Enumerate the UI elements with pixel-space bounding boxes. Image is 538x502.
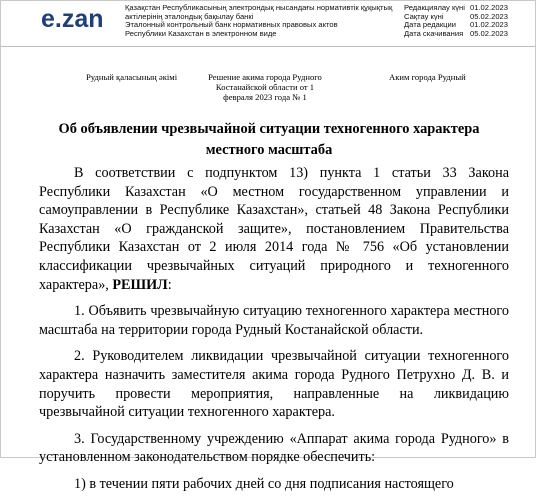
resolved-word: РЕШИЛ xyxy=(112,276,168,293)
date-value: 05.02.2023 xyxy=(470,28,509,38)
decision-line: Костанайской области от 1 xyxy=(215,82,315,92)
document-title: Об объявлении чрезвычайной ситуации техногенного характера местного масштаба xyxy=(58,121,480,158)
date-label: Сақтау күні xyxy=(404,11,444,21)
header-source-text xyxy=(125,4,392,38)
header-line: Эталонный контрольный банк нормативных правовых актов xyxy=(125,20,338,30)
body-paragraph: 2. Руководителем ликвидации чрезвычайной ситуации техногенного характера назначить заместителя акима города Рудного Петрухно Д. В. и поручить провести мероприятия, направленные на ликвидацию чрезвычайной ситуации техногенного характера. xyxy=(39,348,509,421)
ezan-logo: e.zan xyxy=(41,5,104,33)
body-paragraph: 1) в течении пяти рабочих дней со дня подписания настоящего xyxy=(74,475,454,492)
body-paragraph: 1. Объявить чрезвычайную ситуацию техногенного характера местного масштаба на территории города Рудный Костанайской области. xyxy=(39,303,509,338)
preamble-text: В соответствии с подпунктом 13) пункта 1 статьи 33 Закона Республики Казахстан «О местном государственном управлении и самоуправлении в Республике Казахстан», статьей 48 Закона Республики Казахстан «О гражданской защите», постановлением Правительства Республики Казахстан от 2 июля 2014 года № 756 «Об установлении классификации чрезвычайных ситуаций природного и техногенного характера», xyxy=(39,165,509,293)
date-value: 01.02.2023 xyxy=(470,3,509,12)
date-label: Дата редакции xyxy=(404,20,457,30)
date-label: Дата скачивания xyxy=(404,28,464,38)
header-date-row xyxy=(404,30,508,39)
issuer-russian: Аким города Рудный xyxy=(389,72,466,82)
issuer-kazakh: Рудный қаласының әкімі xyxy=(86,72,178,82)
header-line: актілерінің эталондық бақылау банкі xyxy=(125,11,254,21)
date-value: 05.02.2023 xyxy=(470,11,509,21)
header-line: Қазақстан Республикасының электрондық нысандағы нормативтік құқықтық xyxy=(125,3,393,12)
header-dates xyxy=(404,4,508,38)
body-paragraph: 3. Государственному учреждению «Аппарат акима города Рудного» в установленном законодательством порядке обеспечить: xyxy=(39,430,509,466)
header-divider xyxy=(1,46,535,47)
header-line: Республики Казахстан в электронном виде xyxy=(125,28,277,38)
decision-line: февраля 2023 года № 1 xyxy=(223,92,307,102)
body-paragraph xyxy=(39,164,509,294)
date-value: 01.02.2023 xyxy=(470,20,509,30)
decision-line: Решение акима города Рудного xyxy=(208,72,322,82)
document-body xyxy=(39,164,509,502)
date-label: Редакциялау күні xyxy=(404,3,465,12)
document-header xyxy=(1,1,535,47)
issuer-decision xyxy=(199,72,331,102)
preamble-colon: : xyxy=(167,276,172,293)
